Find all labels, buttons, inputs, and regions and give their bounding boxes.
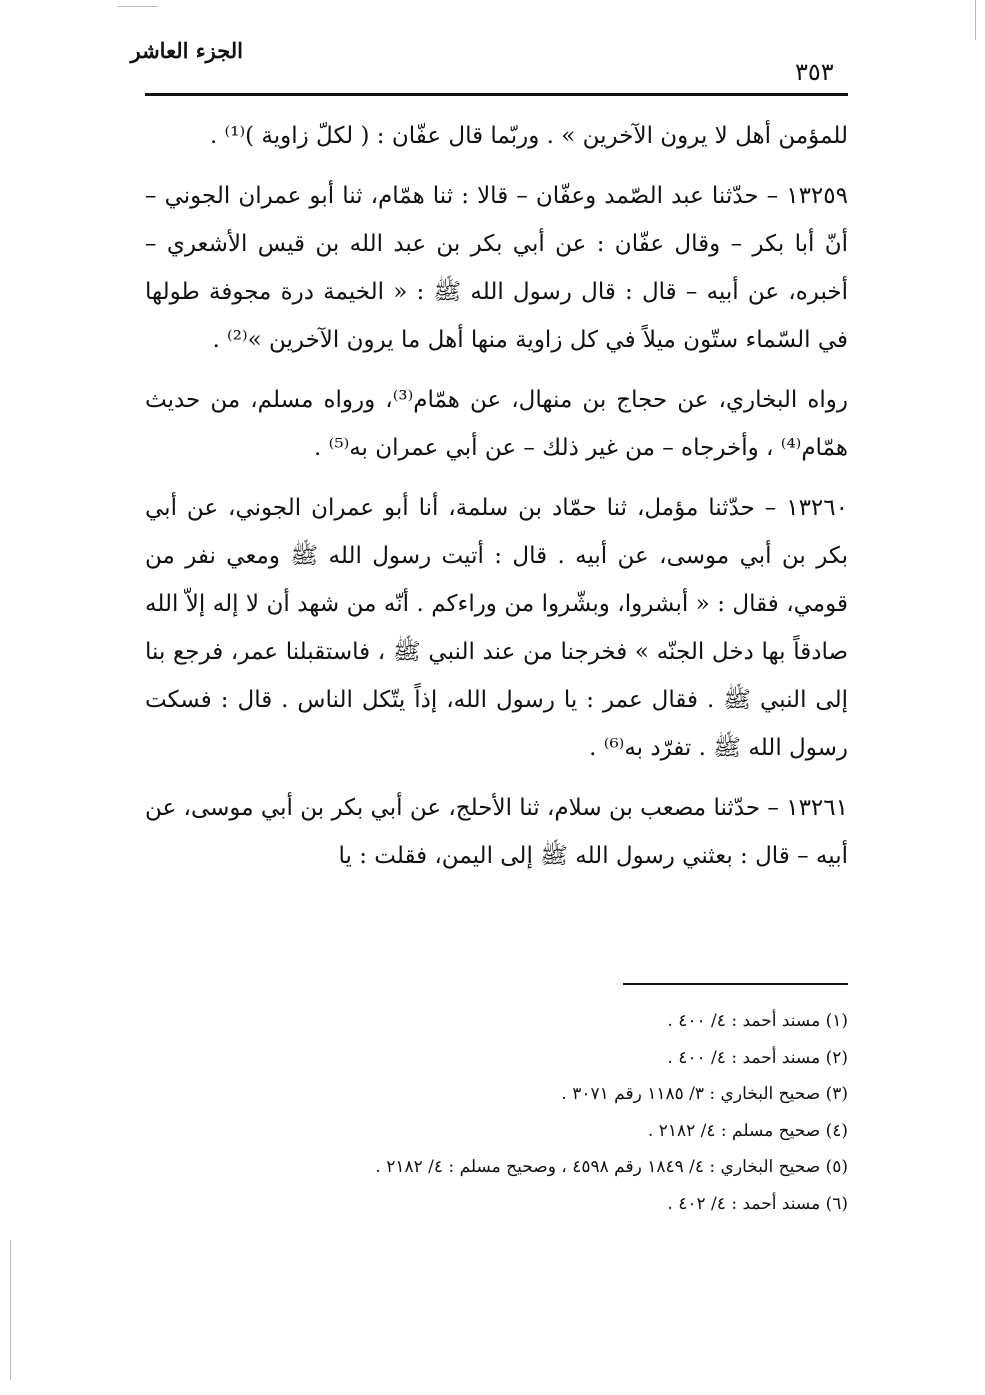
- footnote: (٦) مسند أحمد : ٤/ ٤٠٢ .: [667, 1193, 848, 1214]
- scan-artifact: [975, 0, 976, 40]
- footnote: (٢) مسند أحمد : ٤/ ٤٠٠ .: [667, 1047, 848, 1068]
- paragraph: ١٣٢٥٩ – حدّثنا عبد الصّمد وعفّان – قالا : ثنا همّام، ثنا أبو عمران الجوني – أنّ أبا بكر – وقال عفّان : عن أبي بكر بن عبد الله بن قيس الأشعري – أخبره، عن أبيه – قال : قال رسول الله ﷺ : « الخيمة درة مجوفة طولها في السّماء ستّون ميلاً في كل زاوية منها أهل ما يرون الآخرين »⁽²⁾ .: [145, 183, 848, 353]
- footnote: (٥) صحيح البخاري : ٤/ ١٨٤٩ رقم ٤٥٩٨ ، وصحيح مسلم : ٤/ ٢١٨٢ .: [375, 1157, 848, 1177]
- footnote: (٤) صحيح مسلم : ٤/ ٢١٨٢ .: [647, 1120, 848, 1141]
- scan-artifact: [10, 1240, 11, 1380]
- paragraph: ١٣٢٦٠ – حدّثنا مؤمل، ثنا حمّاد بن سلمة، أنا أبو عمران الجوني، عن أبي بكر بن أبي موسى، عن أبيه . قال : أتيت رسول الله ﷺ ومعي نفر من قومي، فقال : « أبشروا، وبشّروا من وراءكم . أنّه من شهد أن لا إله إلاّ الله صادقاً بها دخل الجنّه » فخرجنا من عند النبي ﷺ ، فاستقبلنا عمر، فرجع بنا إلى النبي ﷺ . فقال عمر : يا رسول الله، إذاً يتّكل الناس . قال : فسكت رسول الله ﷺ . تفرّد به⁽⁶⁾ .: [145, 495, 848, 761]
- footnote: (٣) صحيح البخاري : ٣/ ١١٨٥ رقم ٣٠٧١ .: [561, 1084, 848, 1104]
- paragraph: ١٣٢٦١ – حدّثنا مصعب بن سلام، ثنا الأحلج، عن أبي بكر بن أبي موسى، عن أبيه – قال : بعثني رسول الله ﷺ إلى اليمن، فقلت : يا: [145, 795, 848, 869]
- footnote-separator: [623, 983, 848, 985]
- footnote: (١) مسند أحمد : ٤/ ٤٠٠ .: [667, 1011, 848, 1031]
- running-header-title: الجزء العاشر: [130, 38, 243, 63]
- paragraph: رواه البخاري، عن حجاج بن منهال، عن همّام⁽³⁾، ورواه مسلم، من حديث همّام⁽⁴⁾ ، وأخرجاه – من غير ذلك – عن أبي عمران به⁽⁵⁾ .: [145, 387, 848, 461]
- paragraph: للمؤمن أهل لا يرون الآخرين » . وربّما قال عفّان : ( لكلّ زاوية )⁽¹⁾ .: [209, 123, 848, 149]
- footnotes: [145, 1003, 848, 1222]
- header-rule: [145, 93, 848, 96]
- page-number: ٣٥٣: [795, 58, 834, 86]
- scan-artifact: [118, 6, 158, 7]
- main-text: [145, 112, 848, 892]
